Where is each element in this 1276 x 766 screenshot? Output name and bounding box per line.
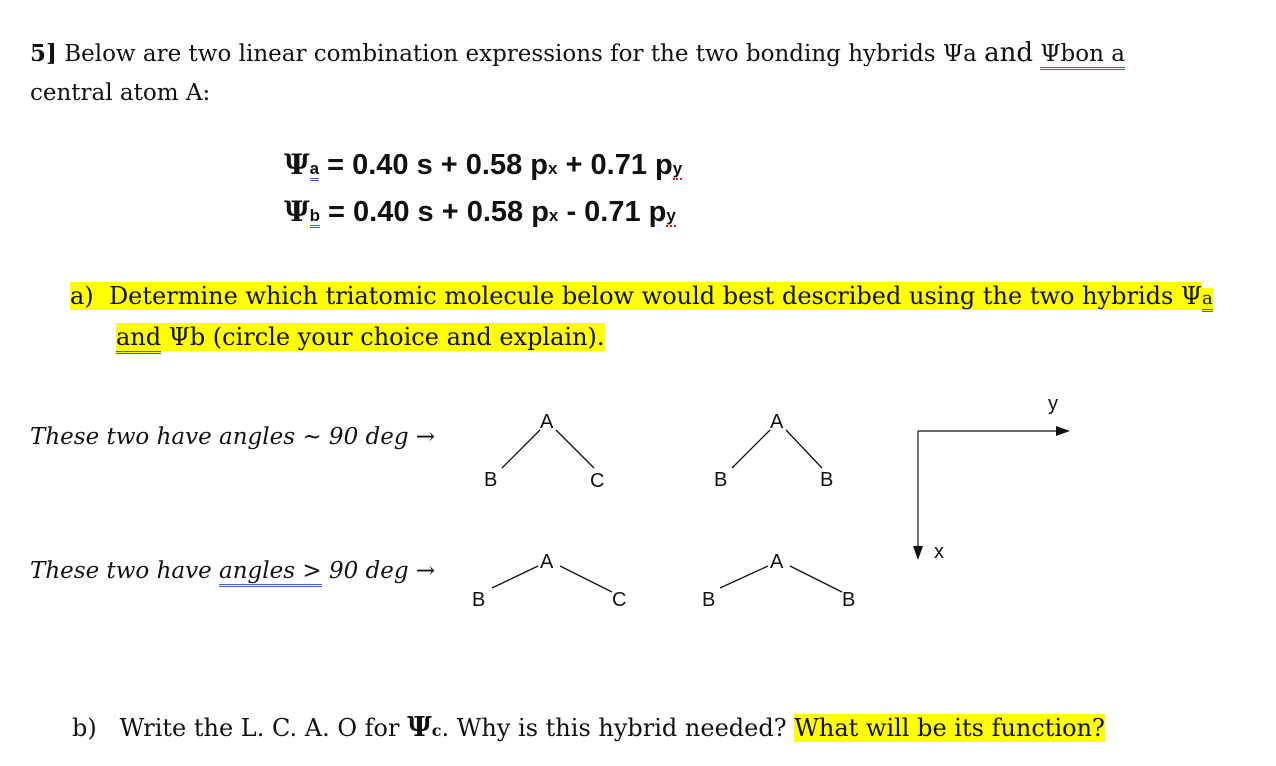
note-underlined: angles > — [219, 558, 322, 587]
psi-symbol: Ψ — [284, 148, 310, 181]
part-b-highlight: What will be its function? — [794, 714, 1105, 742]
px-subscript: x — [548, 159, 558, 178]
part-a-rest: Ψb (circle your choice and explain). — [161, 323, 605, 351]
bond-right — [556, 430, 594, 468]
bond-right — [560, 566, 612, 592]
molecule-3 — [472, 551, 626, 611]
atom-right: B — [842, 589, 856, 611]
part-a-text: Determine which triatomic molecule below would best described using the two hybrids Ψ — [108, 282, 1202, 310]
part-a-label: a) — [70, 282, 94, 310]
question-stem-text: Below are two linear combination expressions for the two bonding hybrids — [64, 41, 936, 67]
molecule-2 — [714, 411, 833, 491]
part-a-and: and — [116, 323, 161, 354]
atom-left: B — [714, 469, 728, 491]
on-a-text: on a — [1075, 41, 1125, 70]
atom-center: A — [540, 551, 554, 573]
part-b — [72, 712, 1105, 743]
coordinate-axes — [918, 393, 1068, 563]
equation-rhs-part2: - 0.71 p — [558, 196, 667, 228]
psi-c-subscript: c — [431, 721, 442, 740]
molecule-1 — [484, 411, 604, 492]
atom-left: B — [702, 589, 716, 611]
equation-rhs-part2: + 0.71 p — [557, 149, 673, 181]
equation-rhs-part1: = 0.40 s + 0.58 p — [327, 149, 548, 181]
psi-symbol: Ψ — [284, 195, 310, 228]
atom-left: B — [484, 469, 498, 491]
y-axis-label: y — [1048, 393, 1058, 415]
atom-center: A — [540, 411, 554, 433]
equation-rhs-part1: = 0.40 s + 0.58 p — [328, 196, 549, 228]
psi-subscript: b — [310, 206, 320, 228]
part-b-text1: Write the L. C. A. O for — [119, 714, 408, 742]
atom-right: C — [612, 589, 627, 611]
question-number: 5] — [30, 40, 57, 67]
atom-left: B — [472, 589, 486, 611]
atom-right: B — [820, 469, 834, 491]
bond-right — [786, 430, 822, 468]
py-subscript: y — [672, 159, 683, 178]
x-axis-label: x — [934, 541, 944, 563]
question-stem-line2: central atom A: — [30, 80, 211, 106]
molecule-4 — [702, 551, 855, 611]
part-a-psi-sub: a — [1202, 288, 1213, 312]
atom-center: A — [770, 411, 784, 433]
psi-b-symbol: Ψb — [1040, 41, 1075, 70]
bond-left — [732, 430, 770, 468]
py-subscript: y — [666, 206, 676, 225]
bond-right — [790, 566, 842, 592]
psi-subscript: a — [310, 159, 319, 181]
part-b-label: b) — [72, 714, 97, 742]
note-angles-90: These two have angles ~ 90 deg → — [30, 424, 436, 450]
bond-left — [492, 566, 538, 588]
px-subscript: x — [548, 206, 559, 225]
part-b-text2: . Why is this hybrid needed? — [441, 714, 795, 742]
atom-center: A — [770, 551, 784, 573]
atom-right: C — [590, 470, 605, 492]
note-suffix: 90 deg → — [321, 558, 436, 584]
psi-c-symbol: Ψ — [407, 712, 432, 743]
bond-left — [720, 566, 768, 588]
note-prefix: These two have — [30, 558, 220, 584]
and-word: and — [984, 38, 1034, 68]
psi-a-symbol: Ψa — [942, 41, 977, 67]
bond-left — [502, 430, 540, 468]
